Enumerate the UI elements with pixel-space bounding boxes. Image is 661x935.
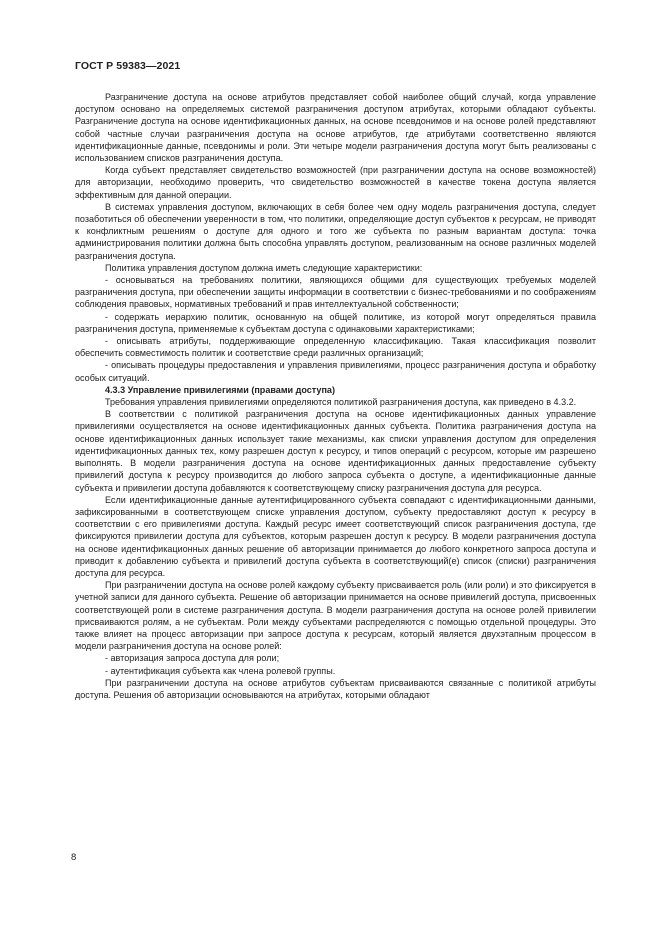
list-item: - авторизация запроса доступа для роли; — [105, 653, 280, 664]
section-heading: 4.3.3 Управление привилегиями (правами доступа) — [105, 384, 335, 395]
paragraph: Когда субъект представляет свидетельство возможностей (при разграничении доступа на основе возможностей) для авторизации, необходимо проверить, что свидетельство возможностей в качестве токена доступа является эффективным для данной операции. — [75, 165, 596, 200]
paragraph: Разграничение доступа на основе атрибутов представляет собой наиболее общий случай, когда управление доступом основано на определяемых системой разграничения доступом атрибутах, которыми обладают субъекты. Разграничение доступа на основе идентификационных данных, на основе псевдонимов и на основе ролей представляют собой частные случаи разграничения доступа на основе атрибутов, где атрибутами соответственно являются идентификационные данные, псевдонимы и роли. Эти четыре модели разграничения доступа могут быть реализованы с использованием списков разграничения доступа. — [75, 92, 596, 164]
list-item: - аутентификация субъекта как члена ролевой группы. — [105, 665, 336, 676]
paragraph: Политика управления доступом должна иметь следующие характеристики: — [105, 262, 423, 273]
paragraph: В соответствии с политикой разграничения доступа на основе идентификационных данных управление привилегиями осуществляется на основе идентификационных данных субъекта. Политика разграничения доступа на основе идентификационных данных использует такие механизмы, как списки управления доступом для определения идентификационных данных тех, кому разрешен доступ к ресурсу, и типов операций с ресурсом, которые им разрешено выполнять. В модели разграничения доступа на основе идентификационных данных предоставление субъекту привилегий доступа к ресурсу производится до любого запроса субъекта о доступе, а идентификационные данные субъекта и привилегии доступа добавляются к соответствующему списку разграничения доступа для ресурса. — [75, 409, 596, 493]
list-item: - описывать атрибуты, поддерживающие определенную классификацию. Такая классификация позволит обеспечить совместимость политик и соответствие среди различных организаций; — [75, 336, 596, 359]
paragraph: В системах управления доступом, включающих в себя более чем одну модель разграничения доступа, следует позаботиться об обеспечении уверенности в том, что политики, определяющие доступ субъектов к ресурсам, не приводят к конфликтным решениям о доступе для одного и того же субъекта по разным вариантам доступа: точка администрирования политики должна быть способна управлять доступом, реализованным на основе различных моделей разграничения доступа. — [75, 201, 596, 261]
list-item: - основываться на требованиях политики, являющихся общими для существующих требуемых моделей разграничения доступа, при обеспечении защиты информации в соответствии с бизнес-требованиями и по соображениям соблюдения правовых, нормативных требований и прав интеллектуальной собственности; — [75, 275, 596, 310]
paragraph: Требования управления привилегиями определяются политикой разграничения доступа, как приведено в 4.3.2. — [105, 397, 577, 408]
document-body — [75, 91, 596, 701]
document-header: ГОСТ Р 59383—2021 — [75, 60, 181, 72]
paragraph: Если идентификационные данные аутентифицированного субъекта совпадают с идентификационными данными, зафиксированными в соответствующем списке управления доступом, субъекту предоставляют доступ к ресурсу в соответствии с его привилегиями доступа. Каждый ресурс имеет соответствующий список разграничения доступа, где фиксируются привилегии доступа для субъектов, которым разрешен доступ к ресурсу. В модели разграничения доступа на основе идентификационных данных решение об авторизации принимается до любого конкретного запроса доступа и приводит к добавлению субъекта и привилегий доступа субъекта в соответствующий(е) список (списки) разграничения доступа для ресурса. — [75, 494, 596, 578]
list-item: - содержать иерархию политик, основанную на общей политике, из которой могут определяться правила разграничения доступа, применяемые к субъектам доступа с одинаковыми характеристиками; — [75, 311, 596, 334]
list-item: - описывать процедуры предоставления и управления привилегиями, процесс разграничения доступа и обработку особых ситуаций. — [75, 360, 596, 383]
page-number: 8 — [71, 852, 77, 863]
paragraph: При разграничении доступа на основе атрибутов субъектам присваиваются связанные с политикой атрибуты доступа. Решения об авторизации основываются на атрибутах, которыми обладают — [75, 677, 596, 700]
paragraph: При разграничении доступа на основе ролей каждому субъекту присваивается роль (или роли) и это фиксируется в учетной записи для данного субъекта. Решение об авторизации принимается на основе привилегий доступа, присвоенных соответствующей роли в системе разграничения доступа. В модели разграничения доступа на основе ролей привилегии присваиваются ролям, а не субъектам. Роли между субъектами распределяются с помощью отдельной процедуры. Это также влияет на процесс авторизации при запросе доступа к ресурсам, который является двухэтапным процессом в модели разграничения доступа на основе ролей: — [75, 580, 596, 652]
